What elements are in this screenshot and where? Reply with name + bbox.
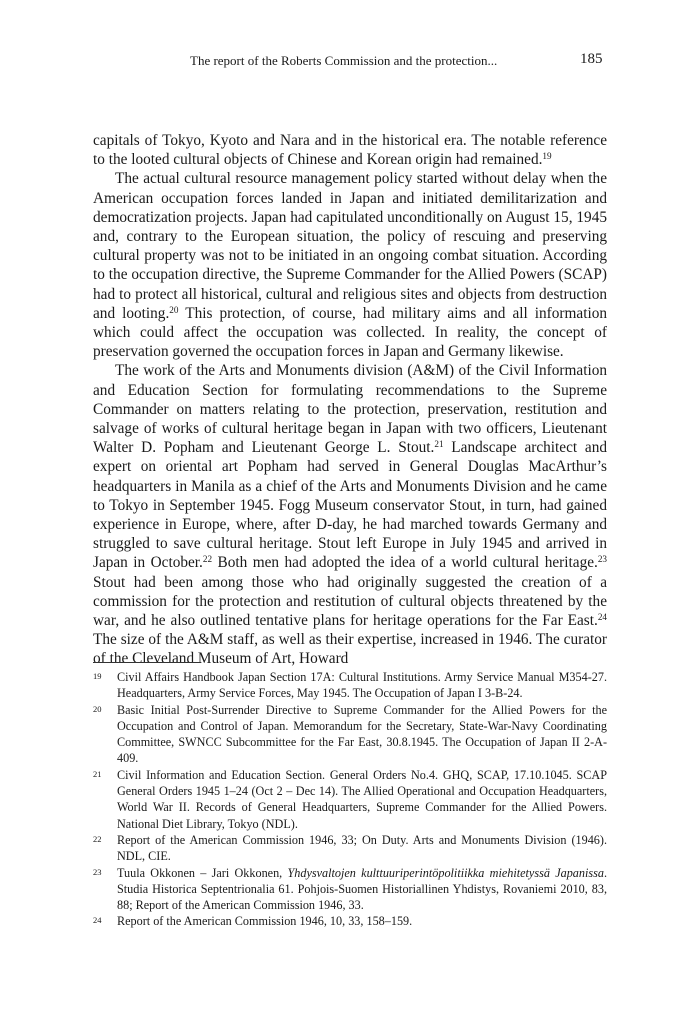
footnote-number: 23 (93, 866, 102, 877)
footnote-text: Report of the American Commission 1946, 10, 33, 158–159. (117, 914, 413, 929)
running-title: The report of the Roberts Commission and the protection... (190, 53, 498, 68)
footnote-authors: Tuula Okkonen – Jari Okkonen, (117, 865, 288, 880)
paragraph-text: The size of the A&M staff, as well as their expertise, increased in 1946. The curator of the Cleveland Museum of Art, Howard (93, 631, 607, 668)
footnote-ref: 24 (597, 612, 607, 623)
footnote-number: 22 (93, 833, 102, 844)
footnote-ref: 19 (542, 151, 552, 162)
paragraph-text: Landscape architect and expert on oriental art Popham had served in General Douglas MacArthur’s headquarters in Manila as a chief of the Arts and Monuments Division and he came to Tokyo in September 1945. Fogg Museum conservator Stout, in turn, had gained experience in Europe, where, after D-day, he had marched towards Germany and struggled to save cultural heritage. Stout left Europe in July 1945 and arrived in Japan in October. (93, 439, 607, 572)
footnote-ref: 20 (169, 304, 179, 315)
footnote-ref: 21 (434, 439, 444, 450)
paragraph-text: capitals of Tokyo, Kyoto and Nara and in the historical era. The notable reference to the looted cultural objects of Chinese and Korean origin had remained. (93, 132, 607, 169)
paragraph (93, 131, 607, 169)
paragraph-text: The work of the Arts and Monuments division (A&M) of the Civil Information and Education Section for formulating recommendations to the Supreme Commander on matters relating to the protection, preservation, restitution and salvage of works of cultural heritage began in Japan with two officers, Lieutenant Walter D. Popham and Lieutenant George L. Stout. (93, 362, 607, 457)
footnote-separator (93, 662, 201, 663)
paragraph-text: Both men had adopted the idea of a world cultural heritage. (212, 554, 598, 572)
footnote (93, 865, 607, 914)
footnote-citation: . Studia Historica Septentrionalia 61. Pohjois-Suomen Historiallinen Yhdistys, Rovaniemi 2010, 83, 88; Report of the American Commission 1946, 33. (117, 865, 607, 913)
paragraph (93, 361, 607, 668)
footnote-ref: 22 (202, 554, 213, 565)
footnote (93, 767, 607, 832)
footnote-number: 19 (93, 671, 102, 681)
body-text (93, 131, 607, 669)
footnote-text: Civil Affairs Handbook Japan Section 17A: Cultural Institutions. Army Service Manual M354-27. Headquarters, Army Service Forces, May 1945. The Occupation of Japan I 3-B-24. (117, 670, 607, 701)
footnote (93, 913, 607, 929)
paragraph-text: The actual cultural resource management policy started without delay when the American occupation forces landed in Japan and initiated demilitarization and democratization projects. Japan had capitulated unconditionally on August 15, 1945 and, contrary to the European situation, the policy of rescuing and preserving cultural property was not to be initiated in an ongoing combat situation. According to the occupation directive, the Supreme Commander for the Allied Powers (SCAP) had to protect all historical, cultural and religious sites and objects from destruction and looting. (93, 170, 607, 322)
paragraph (93, 169, 607, 361)
footnotes (93, 669, 607, 930)
footnote-number: 21 (93, 768, 102, 779)
paragraph-text: This protection, of course, had military aims and all information which could affect the occupation was collected. In reality, the concept of preservation governed the occupation forces in Japan and Germany likewise. (93, 304, 607, 361)
running-header (0, 53, 700, 73)
footnote-ref: 23 (597, 554, 607, 565)
page-number: 185 (580, 51, 603, 67)
footnote-number: 20 (93, 703, 102, 714)
paragraph-text: Stout had been among those who had originally suggested the creation of a commission for the protection and restitution of cultural objects threatened by the war, and he also outlined tentative plans for heritage operations for the Far East. (93, 573, 607, 630)
footnote-text: Report of the American Commission 1946, 33; On Duty. Arts and Monuments Division (1946). NDL, CIE. (117, 832, 607, 864)
footnote (93, 832, 607, 865)
footnote (93, 702, 607, 767)
footnote (93, 669, 607, 702)
footnote-text: Basic Initial Post-Surrender Directive to Supreme Commander for the Allied Powers for the Occupation and Control of Japan. Memorandum for the Secretary, State-War-Navy Coordinating Committee, SWNCC Subcommittee for the Far East, 30.8.1945. The Occupation of Japan II 2-A-409. (117, 702, 607, 766)
footnote-text: Civil Information and Education Section. General Orders No.4. GHQ, SCAP, 17.10.1045. SCAP General Orders 1945 1–24 (Oct 2 – Dec 14). The Allied Operational and Occupation Headquarters, World War II. Records of General Headquarters, Supreme Commander for the Allied Powers. National Diet Library, Tokyo (NDL). (117, 767, 607, 831)
footnote-number: 24 (93, 915, 102, 926)
footnote-book-title: Yhdysvaltojen kulttuuriperintöpolitiikka miehitetyssä Japanissa (287, 865, 604, 880)
footnote-text (117, 865, 607, 914)
